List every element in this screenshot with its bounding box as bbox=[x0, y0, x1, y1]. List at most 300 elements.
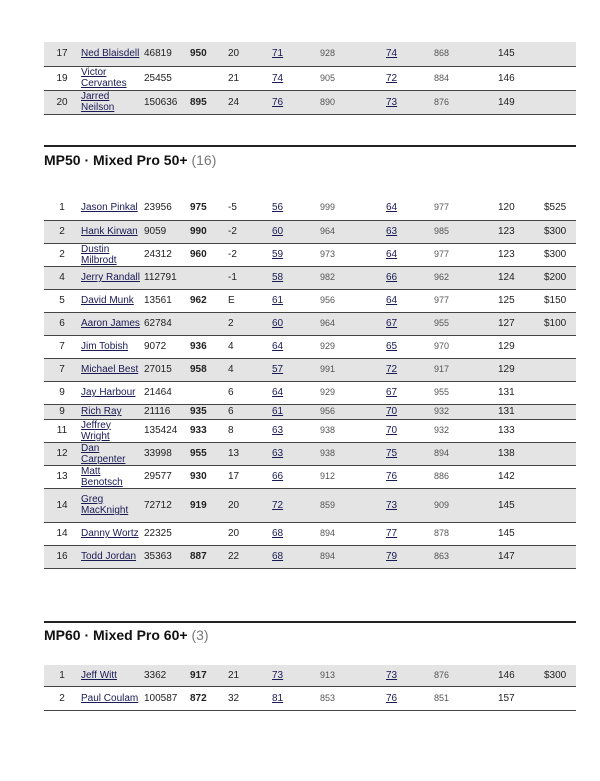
round-2-score-cell bbox=[386, 289, 434, 312]
round-2-score-link[interactable]: 67 bbox=[386, 387, 398, 398]
player-name-link[interactable]: Michael Best bbox=[81, 364, 139, 375]
round-2-rating-cell: 955 bbox=[434, 381, 498, 404]
table-row bbox=[44, 522, 576, 545]
round-2-score-link[interactable]: 73 bbox=[386, 669, 398, 681]
round-1-score-cell bbox=[272, 195, 320, 220]
round-2-score-link[interactable]: 70 bbox=[386, 406, 398, 417]
player-name-cell bbox=[80, 66, 144, 90]
player-rating-cell: 955 bbox=[190, 442, 228, 465]
prize-cell bbox=[544, 419, 576, 442]
round-2-rating-cell: 894 bbox=[434, 442, 498, 465]
round-1-score-link[interactable]: 64 bbox=[272, 341, 284, 352]
round-1-rating-cell: 964 bbox=[320, 312, 386, 335]
round-2-rating-cell: 909 bbox=[434, 488, 498, 522]
round-2-score-link[interactable]: 74 bbox=[386, 48, 398, 60]
round-1-rating-cell: 853 bbox=[320, 686, 386, 710]
round-2-score-cell bbox=[386, 90, 434, 114]
player-name-cell bbox=[80, 404, 144, 419]
round-2-score-cell bbox=[386, 220, 434, 243]
pdga-number-cell: 25455 bbox=[144, 66, 190, 90]
round-2-score-link[interactable]: 64 bbox=[386, 201, 398, 213]
pdga-number-cell: 23956 bbox=[144, 195, 190, 220]
table-row bbox=[44, 419, 576, 442]
player-name-cell bbox=[80, 243, 144, 266]
player-rating-cell bbox=[190, 312, 228, 335]
prize-cell bbox=[544, 686, 576, 710]
player-name-cell bbox=[80, 545, 144, 568]
round-1-rating-cell: 991 bbox=[320, 358, 386, 381]
round-2-rating-cell: 932 bbox=[434, 419, 498, 442]
player-name-cell bbox=[80, 665, 144, 686]
player-name-cell bbox=[80, 419, 144, 442]
place-cell: 2 bbox=[44, 243, 80, 266]
total-score-cell: 138 bbox=[498, 442, 544, 465]
player-rating-cell: 919 bbox=[190, 488, 228, 522]
pdga-number-cell: 72712 bbox=[144, 488, 190, 522]
round-1-score-link[interactable]: 61 bbox=[272, 406, 284, 417]
round-1-score-cell bbox=[272, 442, 320, 465]
round-2-rating-cell: 878 bbox=[434, 522, 498, 545]
player-name-link[interactable]: Dustin Milbrodt bbox=[81, 243, 117, 266]
player-name-link[interactable]: Paul Coulam bbox=[81, 692, 139, 704]
place-cell: 16 bbox=[44, 545, 80, 568]
player-name-link[interactable]: Jim Tobish bbox=[81, 341, 129, 352]
round-1-rating-cell: 964 bbox=[320, 220, 386, 243]
round-1-score-link[interactable]: 66 bbox=[272, 471, 284, 482]
round-1-score-cell bbox=[272, 488, 320, 522]
place-cell: 5 bbox=[44, 289, 80, 312]
round-1-score-cell bbox=[272, 42, 320, 66]
round-1-score-link[interactable]: 72 bbox=[272, 499, 284, 511]
player-name-link[interactable]: Greg MacKnight bbox=[81, 494, 129, 516]
total-score-cell: 123 bbox=[498, 243, 544, 266]
round-1-rating-cell: 890 bbox=[320, 90, 386, 114]
prize-cell: $150 bbox=[544, 289, 576, 312]
round-2-score-cell bbox=[386, 419, 434, 442]
total-score-cell: 127 bbox=[498, 312, 544, 335]
round-2-score-link[interactable]: 77 bbox=[386, 528, 398, 539]
round-2-score-cell bbox=[386, 358, 434, 381]
round-2-score-link[interactable]: 64 bbox=[386, 295, 398, 306]
round-1-score-cell bbox=[272, 312, 320, 335]
total-score-cell: 131 bbox=[498, 381, 544, 404]
table-row bbox=[44, 442, 576, 465]
pdga-number-cell: 21464 bbox=[144, 381, 190, 404]
round-2-score-cell bbox=[386, 42, 434, 66]
round-1-score-link[interactable]: 57 bbox=[272, 364, 284, 375]
player-name-cell bbox=[80, 488, 144, 522]
round-2-rating-cell: 985 bbox=[434, 220, 498, 243]
player-name-link[interactable]: Rich Ray bbox=[81, 406, 122, 417]
round-1-score-link[interactable]: 74 bbox=[272, 72, 284, 84]
player-name-link[interactable]: Victor Cervantes bbox=[81, 67, 127, 89]
total-score-cell: 125 bbox=[498, 289, 544, 312]
place-cell: 9 bbox=[44, 381, 80, 404]
round-2-rating-cell: 863 bbox=[434, 545, 498, 568]
pdga-number-cell: 46819 bbox=[144, 42, 190, 66]
player-rating-cell: 930 bbox=[190, 465, 228, 488]
round-1-rating-cell: 938 bbox=[320, 419, 386, 442]
round-1-score-link[interactable]: 76 bbox=[272, 96, 284, 108]
section-divider bbox=[44, 621, 576, 623]
round-1-rating-cell: 999 bbox=[320, 195, 386, 220]
to-par-cell: 2 bbox=[228, 312, 272, 335]
round-1-score-link[interactable]: 64 bbox=[272, 387, 284, 398]
to-par-cell: 8 bbox=[228, 419, 272, 442]
player-name-link[interactable]: Jay Harbour bbox=[81, 387, 136, 398]
prize-cell bbox=[544, 545, 576, 568]
prize-cell bbox=[544, 358, 576, 381]
total-score-cell: 149 bbox=[498, 90, 544, 114]
round-1-rating-cell: 912 bbox=[320, 465, 386, 488]
to-par-cell: 4 bbox=[228, 335, 272, 358]
prize-cell bbox=[544, 90, 576, 114]
player-name-link[interactable]: Jeff Witt bbox=[81, 669, 117, 681]
player-rating-cell bbox=[190, 381, 228, 404]
table-row bbox=[44, 335, 576, 358]
round-1-score-cell bbox=[272, 545, 320, 568]
player-rating-cell: 936 bbox=[190, 335, 228, 358]
total-score-cell: 129 bbox=[498, 358, 544, 381]
round-1-score-link[interactable]: 61 bbox=[272, 295, 284, 306]
to-par-cell: 13 bbox=[228, 442, 272, 465]
player-rating-cell: 958 bbox=[190, 358, 228, 381]
prize-cell bbox=[544, 465, 576, 488]
place-cell: 1 bbox=[44, 195, 80, 220]
table-row bbox=[44, 289, 576, 312]
round-2-rating-cell: 977 bbox=[434, 195, 498, 220]
table-row bbox=[44, 243, 576, 266]
round-1-score-cell bbox=[272, 335, 320, 358]
player-rating-cell bbox=[190, 266, 228, 289]
total-score-cell: 147 bbox=[498, 545, 544, 568]
round-2-rating-cell: 876 bbox=[434, 90, 498, 114]
round-2-score-link[interactable]: 67 bbox=[386, 318, 398, 329]
place-cell: 7 bbox=[44, 335, 80, 358]
round-2-rating-cell: 876 bbox=[434, 665, 498, 686]
pdga-number-cell: 21116 bbox=[144, 404, 190, 419]
prize-cell: $300 bbox=[544, 243, 576, 266]
round-2-score-cell bbox=[386, 404, 434, 419]
round-1-score-cell bbox=[272, 358, 320, 381]
place-cell: 6 bbox=[44, 312, 80, 335]
place-cell: 12 bbox=[44, 442, 80, 465]
round-1-score-cell bbox=[272, 419, 320, 442]
round-1-score-link[interactable]: 63 bbox=[272, 448, 284, 459]
prize-cell bbox=[544, 381, 576, 404]
round-2-score-link[interactable]: 70 bbox=[386, 425, 398, 436]
table-row bbox=[44, 465, 576, 488]
to-par-cell: 6 bbox=[228, 381, 272, 404]
prize-cell bbox=[544, 522, 576, 545]
table-row bbox=[44, 358, 576, 381]
pdga-number-cell: 3362 bbox=[144, 665, 190, 686]
round-1-score-link[interactable]: 73 bbox=[272, 669, 284, 681]
round-1-score-link[interactable]: 81 bbox=[272, 692, 284, 704]
pdga-number-cell: 13561 bbox=[144, 289, 190, 312]
player-name-cell bbox=[80, 90, 144, 114]
round-1-score-cell bbox=[272, 289, 320, 312]
player-name-cell bbox=[80, 335, 144, 358]
section-title-mp50 bbox=[44, 152, 216, 168]
round-1-score-link[interactable]: 68 bbox=[272, 528, 284, 539]
round-1-score-link[interactable]: 60 bbox=[272, 318, 284, 329]
total-score-cell: 129 bbox=[498, 335, 544, 358]
to-par-cell: 20 bbox=[228, 488, 272, 522]
total-score-cell: 133 bbox=[498, 419, 544, 442]
round-2-score-link[interactable]: 73 bbox=[386, 499, 398, 511]
round-2-score-link[interactable]: 79 bbox=[386, 551, 398, 562]
round-1-rating-cell: 938 bbox=[320, 442, 386, 465]
pdga-number-cell: 22325 bbox=[144, 522, 190, 545]
round-2-rating-cell: 970 bbox=[434, 335, 498, 358]
pdga-number-cell: 9072 bbox=[144, 335, 190, 358]
player-rating-cell bbox=[190, 522, 228, 545]
pdga-number-cell: 35363 bbox=[144, 545, 190, 568]
round-2-score-cell bbox=[386, 665, 434, 686]
player-name-cell bbox=[80, 522, 144, 545]
player-rating-cell: 990 bbox=[190, 220, 228, 243]
player-name-link[interactable]: Jarred Neilson bbox=[81, 91, 115, 113]
round-1-rating-cell: 929 bbox=[320, 381, 386, 404]
prize-cell bbox=[544, 404, 576, 419]
total-score-cell: 145 bbox=[498, 488, 544, 522]
section-name: MP60 · Mixed Pro 60+ bbox=[44, 627, 188, 643]
section-divider bbox=[44, 145, 576, 147]
total-score-cell: 142 bbox=[498, 465, 544, 488]
round-2-score-link[interactable]: 72 bbox=[386, 72, 398, 84]
place-cell: 4 bbox=[44, 266, 80, 289]
to-par-cell: 21 bbox=[228, 66, 272, 90]
prize-cell bbox=[544, 442, 576, 465]
round-1-score-cell bbox=[272, 686, 320, 710]
section-count: (16) bbox=[191, 152, 217, 168]
total-score-cell: 157 bbox=[498, 686, 544, 710]
player-rating-cell: 872 bbox=[190, 686, 228, 710]
pdga-number-cell: 29577 bbox=[144, 465, 190, 488]
round-2-rating-cell: 932 bbox=[434, 404, 498, 419]
total-score-cell: 146 bbox=[498, 665, 544, 686]
round-2-score-cell bbox=[386, 195, 434, 220]
place-cell: 19 bbox=[44, 66, 80, 90]
place-cell: 9 bbox=[44, 404, 80, 419]
table-row bbox=[44, 686, 576, 710]
round-1-rating-cell: 905 bbox=[320, 66, 386, 90]
to-par-cell: 24 bbox=[228, 90, 272, 114]
round-2-score-link[interactable]: 72 bbox=[386, 364, 398, 375]
round-1-score-link[interactable]: 59 bbox=[272, 249, 284, 260]
total-score-cell: 145 bbox=[498, 42, 544, 66]
pdga-number-cell: 135424 bbox=[144, 419, 190, 442]
player-rating-cell: 917 bbox=[190, 665, 228, 686]
round-2-score-cell bbox=[386, 243, 434, 266]
round-2-score-link[interactable]: 64 bbox=[386, 249, 398, 260]
round-2-rating-cell: 868 bbox=[434, 42, 498, 66]
player-name-cell bbox=[80, 289, 144, 312]
round-1-score-link[interactable]: 68 bbox=[272, 551, 284, 562]
table-row bbox=[44, 266, 576, 289]
round-2-score-cell bbox=[386, 66, 434, 90]
pdga-number-cell: 33998 bbox=[144, 442, 190, 465]
round-2-score-cell bbox=[386, 545, 434, 568]
round-1-score-cell bbox=[272, 66, 320, 90]
player-name-cell bbox=[80, 465, 144, 488]
to-par-cell: E bbox=[228, 289, 272, 312]
player-name-cell bbox=[80, 42, 144, 66]
round-2-score-cell bbox=[386, 335, 434, 358]
prize-cell: $300 bbox=[544, 665, 576, 686]
table-row bbox=[44, 381, 576, 404]
player-name-link[interactable]: Jerry Randall bbox=[81, 272, 140, 283]
player-name-link[interactable]: David Munk bbox=[81, 295, 134, 306]
total-score-cell: 123 bbox=[498, 220, 544, 243]
total-score-cell: 146 bbox=[498, 66, 544, 90]
player-name-cell bbox=[80, 266, 144, 289]
round-1-score-cell bbox=[272, 90, 320, 114]
prize-cell bbox=[544, 335, 576, 358]
round-1-rating-cell: 894 bbox=[320, 522, 386, 545]
player-rating-cell: 933 bbox=[190, 419, 228, 442]
player-name-cell bbox=[80, 220, 144, 243]
total-score-cell: 124 bbox=[498, 266, 544, 289]
to-par-cell: 6 bbox=[228, 404, 272, 419]
pdga-number-cell: 27015 bbox=[144, 358, 190, 381]
prize-cell: $100 bbox=[544, 312, 576, 335]
player-name-link[interactable]: Dan Carpenter bbox=[81, 442, 126, 465]
prize-cell: $200 bbox=[544, 266, 576, 289]
player-name-link[interactable]: Jason Pinkal bbox=[81, 201, 138, 213]
player-rating-cell: 975 bbox=[190, 195, 228, 220]
prize-cell bbox=[544, 42, 576, 66]
prize-cell: $300 bbox=[544, 220, 576, 243]
to-par-cell: 20 bbox=[228, 522, 272, 545]
prize-cell bbox=[544, 66, 576, 90]
round-1-score-cell bbox=[272, 220, 320, 243]
round-2-score-cell bbox=[386, 266, 434, 289]
round-2-score-cell bbox=[386, 522, 434, 545]
player-rating-cell: 935 bbox=[190, 404, 228, 419]
pdga-number-cell: 9059 bbox=[144, 220, 190, 243]
player-name-link[interactable]: Ned Blaisdell bbox=[81, 48, 140, 60]
round-1-score-cell bbox=[272, 522, 320, 545]
to-par-cell: -5 bbox=[228, 195, 272, 220]
results-table-mp50 bbox=[44, 195, 576, 569]
place-cell: 14 bbox=[44, 488, 80, 522]
round-1-rating-cell: 929 bbox=[320, 335, 386, 358]
round-2-score-link[interactable]: 76 bbox=[386, 692, 398, 704]
table-row bbox=[44, 195, 576, 220]
round-2-rating-cell: 962 bbox=[434, 266, 498, 289]
round-2-rating-cell: 977 bbox=[434, 289, 498, 312]
round-1-rating-cell: 913 bbox=[320, 665, 386, 686]
results-table-top bbox=[44, 42, 576, 115]
to-par-cell: 32 bbox=[228, 686, 272, 710]
player-name-link[interactable]: Jeffrey Wright bbox=[81, 419, 111, 442]
round-1-score-cell bbox=[272, 465, 320, 488]
round-1-score-link[interactable]: 63 bbox=[272, 425, 284, 436]
place-cell: 20 bbox=[44, 90, 80, 114]
player-name-cell bbox=[80, 358, 144, 381]
round-1-rating-cell: 982 bbox=[320, 266, 386, 289]
round-1-score-cell bbox=[272, 404, 320, 419]
player-name-link[interactable]: Aaron James bbox=[81, 318, 140, 329]
table-row bbox=[44, 665, 576, 686]
round-1-score-cell bbox=[272, 266, 320, 289]
player-rating-cell: 962 bbox=[190, 289, 228, 312]
round-2-score-link[interactable]: 73 bbox=[386, 96, 398, 108]
table-row bbox=[44, 42, 576, 66]
player-rating-cell: 960 bbox=[190, 243, 228, 266]
place-cell: 14 bbox=[44, 522, 80, 545]
round-2-score-cell bbox=[386, 442, 434, 465]
table-row bbox=[44, 312, 576, 335]
round-2-score-link[interactable]: 76 bbox=[386, 471, 398, 482]
round-2-score-cell bbox=[386, 465, 434, 488]
round-2-rating-cell: 955 bbox=[434, 312, 498, 335]
round-2-score-link[interactable]: 65 bbox=[386, 341, 398, 352]
round-1-score-link[interactable]: 56 bbox=[272, 201, 284, 213]
prize-cell bbox=[544, 488, 576, 522]
place-cell: 7 bbox=[44, 358, 80, 381]
round-2-rating-cell: 977 bbox=[434, 243, 498, 266]
round-1-rating-cell: 973 bbox=[320, 243, 386, 266]
place-cell: 13 bbox=[44, 465, 80, 488]
player-name-link[interactable]: Danny Wortz bbox=[81, 528, 139, 539]
results-table-mp60 bbox=[44, 665, 576, 711]
player-rating-cell: 887 bbox=[190, 545, 228, 568]
round-2-score-link[interactable]: 66 bbox=[386, 272, 398, 283]
table-row bbox=[44, 220, 576, 243]
player-name-link[interactable]: Matt Benotsch bbox=[81, 465, 123, 488]
round-1-rating-cell: 859 bbox=[320, 488, 386, 522]
round-1-score-link[interactable]: 60 bbox=[272, 226, 284, 237]
round-2-score-cell bbox=[386, 312, 434, 335]
round-1-rating-cell: 928 bbox=[320, 42, 386, 66]
pdga-number-cell: 62784 bbox=[144, 312, 190, 335]
player-name-cell bbox=[80, 195, 144, 220]
player-rating-cell: 895 bbox=[190, 90, 228, 114]
round-1-rating-cell: 894 bbox=[320, 545, 386, 568]
to-par-cell: 4 bbox=[228, 358, 272, 381]
round-2-rating-cell: 884 bbox=[434, 66, 498, 90]
round-2-score-link[interactable]: 75 bbox=[386, 448, 398, 459]
section-title-mp60 bbox=[44, 627, 209, 643]
total-score-cell: 120 bbox=[498, 195, 544, 220]
round-1-score-link[interactable]: 58 bbox=[272, 272, 284, 283]
pdga-number-cell: 100587 bbox=[144, 686, 190, 710]
table-row bbox=[44, 66, 576, 90]
round-2-rating-cell: 917 bbox=[434, 358, 498, 381]
round-2-score-cell bbox=[386, 381, 434, 404]
round-2-score-cell bbox=[386, 686, 434, 710]
round-2-score-link[interactable]: 63 bbox=[386, 226, 398, 237]
pdga-number-cell: 112791 bbox=[144, 266, 190, 289]
player-name-link[interactable]: Hank Kirwan bbox=[81, 226, 138, 237]
round-1-score-link[interactable]: 71 bbox=[272, 48, 284, 60]
to-par-cell: -2 bbox=[228, 243, 272, 266]
table-row bbox=[44, 90, 576, 114]
to-par-cell: -1 bbox=[228, 266, 272, 289]
player-name-link[interactable]: Todd Jordan bbox=[81, 551, 137, 562]
round-2-rating-cell: 886 bbox=[434, 465, 498, 488]
place-cell: 1 bbox=[44, 665, 80, 686]
pdga-number-cell: 24312 bbox=[144, 243, 190, 266]
total-score-cell: 131 bbox=[498, 404, 544, 419]
to-par-cell: 20 bbox=[228, 42, 272, 66]
place-cell: 11 bbox=[44, 419, 80, 442]
player-name-cell bbox=[80, 381, 144, 404]
place-cell: 2 bbox=[44, 686, 80, 710]
